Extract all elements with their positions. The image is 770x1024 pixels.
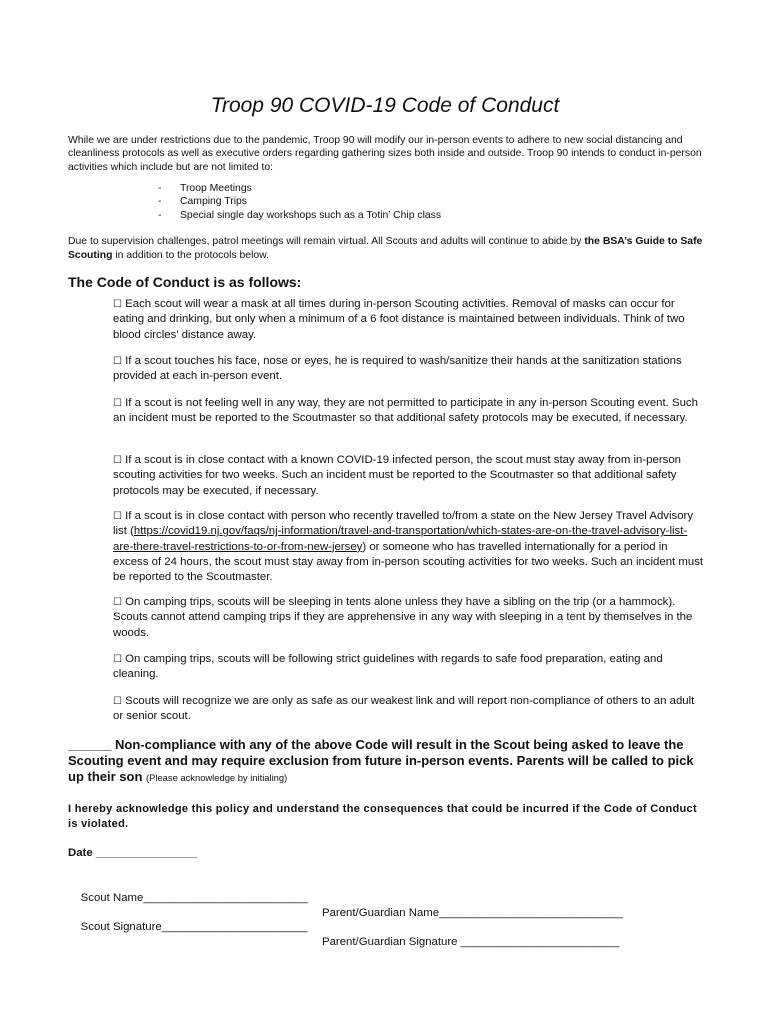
rule-travel-advisory: ☐ If a scout is in close contact with person who recently travelled to/from a state on the New Jersey Travel Advisory list (https://covid19.nj.gov/faqs/nj-information/travel-and-transportation/which-states-are-on-the-travel-advisory-list-are-there-travel-restrictions-to-or-from-new-jersey) or someone who has travelled internationally for a period in excess of 24 hours, the scout must stay away from in-person scouting activities for two weeks. Such an incident must be reported to the Scoutmaster. [113,510,704,584]
list-item: - Troop Meetings [158,183,252,194]
parent-signature-field[interactable]: Parent/Guardian Signature _________________________ [322,936,620,948]
checkbox-icon[interactable]: ☐ [113,299,122,310]
checkbox-icon[interactable]: ☐ [113,356,122,367]
code-heading: The Code of Conduct is as follows: [68,274,302,290]
checkbox-icon[interactable]: ☐ [113,398,122,409]
list-item: - Special single day workshops such as a Totin’ Chip class [158,209,442,221]
activities-list [158,182,658,222]
travel-advisory-link[interactable]: https://covid19.nj.gov/faqs/nj-information/travel-and-transportation/which-states-are-on-the-travel-advisory-list-are-there-travel-restrictions-to-or-from-new-jersey [113,525,688,553]
bullet-dash: - [158,183,162,194]
rule-close-contact: ☐ If a scout is in close contact with a known COVID-19 infected person, the scout must stay away from in-person scouting activities for two weeks. Such an incident must be reported to the Scoutmaster so that additional safety protocols may be executed, if necessary. [113,454,682,497]
initial-field[interactable]: ______ [68,737,112,752]
bullet-dash: - [158,196,162,208]
rule-camping-food: ☐ On camping trips, scouts will be following strict guidelines with regards to safe food preparation, eating and cleaning. [113,653,663,681]
checkbox-icon[interactable]: ☐ [113,654,122,665]
rule-hand-sanitize: ☐ If a scout touches his face, nose or eyes, he is required to wash/sanitize their hands at the sanitization stations provided at each in-person event. [113,355,682,383]
intro-paragraph: While we are under restrictions due to the pandemic, Troop 90 will modify our in-person events to adhere to new social distancing and cleanliness protocols as well as executive orders regarding gathering sizes both inside and outside. Troop 90 intends to conduct in-person activities which include but are not limited to: [68,135,702,173]
safe-scouting-guide-reference: the BSA’s Guide to Safe Scouting [68,236,703,261]
rule-not-feeling-well: ☐ If a scout is not feeling well in any way, they are not permitted to participate in any in-person Scouting event. Such an incident must be reported to the Scoutmaster so that additional safety protocols may be executed, if necessary. [113,397,698,425]
acknowledgement-statement: I hereby acknowledge this policy and understand the consequences that could be incurred if the Code of Conduct is violated. [68,803,697,830]
scout-signature-field[interactable]: Scout Signature_______________________ [80,921,308,933]
checkbox-icon[interactable]: ☐ [113,511,122,522]
list-item: - Camping Trips [158,196,247,208]
rule-camping-tents: ☐ On camping trips, scouts will be sleeping in tents alone unless they have a sibling on the trip (or a hammock). Scouts cannot attend camping trips if they are apprehensive in any way with sleeping in a tent by themselves in the woods. [113,596,693,639]
checkbox-icon[interactable]: ☐ [113,597,122,608]
scout-name-field[interactable]: Scout Name__________________________ [80,892,309,904]
rule-mask: ☐ Each scout will wear a mask at all times during in-person Scouting activities. Removal of masks can occur for eating and drinking, but only when a minimum of a 6 foot distance is maintained between individuals. Think of two blood circles’ distance away. [113,298,685,341]
parent-name-field[interactable]: Parent/Guardian Name_____________________________ [322,907,623,919]
noncompliance-statement: ______ Non-compliance with any of the above Code will result in the Scout being asked to leave the Scouting event and may require exclusion from future in-person events. Parents will be called to pick up their son (Please acknowledge by initialing) [68,737,694,784]
initial-note: (Please acknowledge by initialing) [146,772,288,783]
document-title: Troop 90 COVID-19 Code of Conduct [210,94,560,117]
signature-row [68,905,708,965]
checkbox-icon[interactable]: ☐ [113,455,122,466]
rule-weakest-link: ☐ Scouts will recognize we are only as safe as our weakest link and will report non-compliance of others to an adult or senior scout. [113,695,695,723]
checkbox-icon[interactable]: ☐ [113,696,122,707]
date-field[interactable]: Date ________________ [68,847,198,859]
supervision-paragraph: Due to supervision challenges, patrol meetings will remain virtual. All Scouts and adults will continue to abide by the BSA’s Guide to Safe Scouting in addition to the protocols below. [68,236,703,261]
bullet-dash: - [158,209,162,221]
